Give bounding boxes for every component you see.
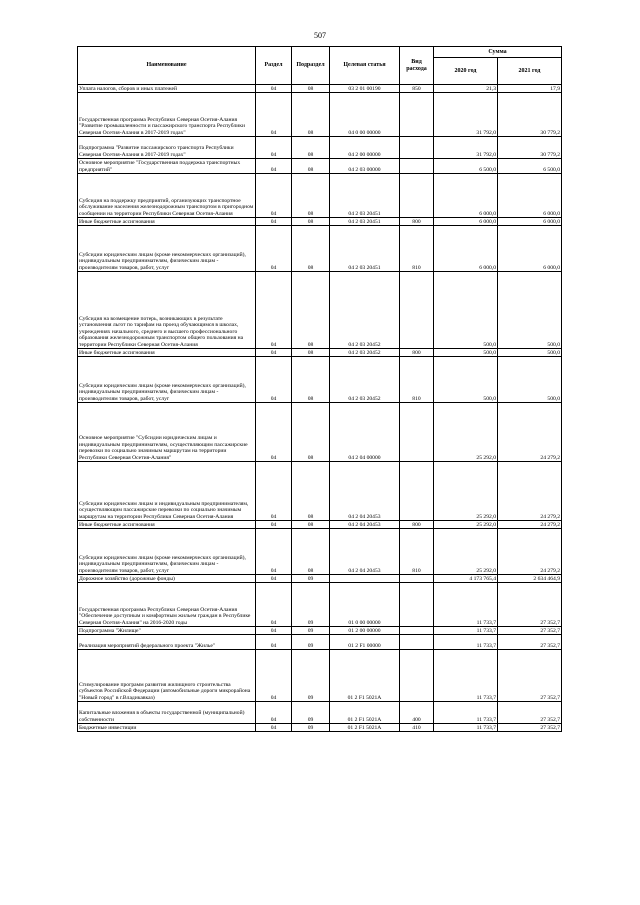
row-expense-type xyxy=(400,272,434,349)
row-sum-2021: 6 000,0 xyxy=(498,226,562,272)
row-sum-2020: 500,0 xyxy=(434,272,498,349)
header-expense-type: Вид расхода xyxy=(400,47,434,85)
row-name: Подпрограмма "Жилище" xyxy=(78,627,256,635)
row-target-item: 04 2 03 00000 xyxy=(330,159,400,174)
row-name: Иные бюджетные ассигнования xyxy=(78,349,256,357)
row-sum-2020: 6 500,0 xyxy=(434,159,498,174)
table-row xyxy=(78,85,562,93)
row-expense-type xyxy=(400,583,434,627)
row-section: 04 xyxy=(256,174,292,218)
header-target-item: Целевая статья xyxy=(330,47,400,85)
row-name: Дорожное хозяйство (дорожные фонды) xyxy=(78,575,256,583)
table-row xyxy=(78,226,562,272)
row-expense-type xyxy=(400,137,434,159)
row-sum-2021: 6 000,0 xyxy=(498,218,562,226)
row-section: 04 xyxy=(256,575,292,583)
table-row xyxy=(78,529,562,575)
row-target-item: 04 2 04 20453 xyxy=(330,521,400,529)
row-subsection: 08 xyxy=(292,218,330,226)
row-target-item: 04 2 04 20453 xyxy=(330,462,400,521)
row-section: 04 xyxy=(256,521,292,529)
row-subsection: 08 xyxy=(292,403,330,462)
row-target-item: 04 2 03 20451 xyxy=(330,226,400,272)
row-target-item: 04 2 03 20451 xyxy=(330,174,400,218)
row-expense-type xyxy=(400,575,434,583)
table-row xyxy=(78,159,562,174)
row-expense-type xyxy=(400,650,434,702)
row-expense-type xyxy=(400,635,434,650)
row-section: 04 xyxy=(256,85,292,93)
row-expense-type xyxy=(400,174,434,218)
row-section: 04 xyxy=(256,137,292,159)
row-sum-2020: 4 173 765,4 xyxy=(434,575,498,583)
row-sum-2020: 25 292,0 xyxy=(434,521,498,529)
row-sum-2021: 500,0 xyxy=(498,272,562,349)
row-section: 04 xyxy=(256,218,292,226)
row-name: Субсидия на поддержку предприятий, организующих транспортное обслуживание населения железнодорожным транспортом в пригородном сообщении на территории Республики Северная Осетия-Алания xyxy=(78,174,256,218)
row-subsection: 08 xyxy=(292,349,330,357)
row-expense-type: 400 xyxy=(400,702,434,724)
row-sum-2021: 30 779,2 xyxy=(498,137,562,159)
table-row xyxy=(78,357,562,403)
row-sum-2020: 25 292,0 xyxy=(434,529,498,575)
row-name: Реализация мероприятий федерального проекта "Жилье" xyxy=(78,635,256,650)
row-subsection: 09 xyxy=(292,724,330,732)
row-target-item: 04 0 00 00000 xyxy=(330,93,400,137)
row-subsection: 09 xyxy=(292,650,330,702)
header-year-2020: 2020 год xyxy=(434,58,498,85)
row-sum-2021: 24 279,2 xyxy=(498,521,562,529)
row-subsection: 08 xyxy=(292,226,330,272)
row-sum-2020: 6 000,0 xyxy=(434,218,498,226)
row-name: Государственная программа Республики Северная Осетия-Алания "Развитие промышленности и пассажирского транспорта Республики Северная Осетия-Алания в 2017-2019 годах" xyxy=(78,93,256,137)
row-target-item: 04 2 00 00000 xyxy=(330,137,400,159)
table-row xyxy=(78,583,562,627)
row-target-item: 01 2 F1 5021A xyxy=(330,650,400,702)
row-sum-2021: 27 352,7 xyxy=(498,650,562,702)
row-sum-2021: 27 352,7 xyxy=(498,627,562,635)
row-name: Капитальные вложения в объекты государственной (муниципальной) собственности xyxy=(78,702,256,724)
row-sum-2021: 2 634 464,9 xyxy=(498,575,562,583)
page-number: 507 xyxy=(314,31,326,40)
row-sum-2020: 21,3 xyxy=(434,85,498,93)
header-year-2021: 2021 год xyxy=(498,58,562,85)
row-subsection: 08 xyxy=(292,357,330,403)
row-name: Субсидии юридическим лицам и индивидуальным предпринимателям, осуществляющим пассажирские перевозки по социально значимым маршрутам на территории Республики Северная Осетия-Алания xyxy=(78,462,256,521)
row-subsection: 09 xyxy=(292,702,330,724)
row-name: Стимулирование программ развития жилищного строительства субъектов Российской Федерации (автомобильные дороги микрорайона "Новый город" в г.Владикавказ) xyxy=(78,650,256,702)
row-name: Основное мероприятие "Субсидии юридическим лицам и индивидуальным предпринимателям, осуществляющим пассажирские перевозки по социально значимым маршрутам на территории Республики Северная Осетия-Алания" xyxy=(78,403,256,462)
row-section: 04 xyxy=(256,702,292,724)
table-row xyxy=(78,403,562,462)
row-expense-type xyxy=(400,93,434,137)
row-expense-type: 410 xyxy=(400,724,434,732)
row-target-item: 01 2 00 00000 xyxy=(330,627,400,635)
row-expense-type: 800 xyxy=(400,349,434,357)
row-subsection: 08 xyxy=(292,174,330,218)
row-section: 04 xyxy=(256,627,292,635)
row-sum-2020: 11 733,7 xyxy=(434,702,498,724)
header-name: Наименование xyxy=(78,47,256,85)
row-sum-2020: 500,0 xyxy=(434,357,498,403)
row-expense-type: 810 xyxy=(400,529,434,575)
header-sum: Сумма xyxy=(434,47,562,58)
row-target-item: 04 2 03 20452 xyxy=(330,357,400,403)
row-sum-2020: 31 792,0 xyxy=(434,93,498,137)
row-target-item: 04 2 04 00000 xyxy=(330,403,400,462)
row-section: 04 xyxy=(256,272,292,349)
table-row xyxy=(78,702,562,724)
row-sum-2020: 6 000,0 xyxy=(434,226,498,272)
row-sum-2020: 11 733,7 xyxy=(434,635,498,650)
row-subsection: 08 xyxy=(292,521,330,529)
row-sum-2021: 500,0 xyxy=(498,349,562,357)
row-subsection: 08 xyxy=(292,137,330,159)
row-sum-2020: 500,0 xyxy=(434,349,498,357)
row-sum-2021: 500,0 xyxy=(498,357,562,403)
row-section: 04 xyxy=(256,93,292,137)
row-section: 04 xyxy=(256,529,292,575)
table-row xyxy=(78,349,562,357)
row-sum-2021: 17,9 xyxy=(498,85,562,93)
row-target-item: 04 2 03 20452 xyxy=(330,272,400,349)
table-row xyxy=(78,462,562,521)
row-section: 04 xyxy=(256,635,292,650)
row-section: 04 xyxy=(256,724,292,732)
table-row xyxy=(78,575,562,583)
row-expense-type: 800 xyxy=(400,218,434,226)
row-sum-2021: 27 352,7 xyxy=(498,702,562,724)
row-subsection: 08 xyxy=(292,85,330,93)
row-sum-2021: 24 279,2 xyxy=(498,462,562,521)
row-target-item: 04 2 03 20451 xyxy=(330,218,400,226)
row-section: 04 xyxy=(256,462,292,521)
row-name: Иные бюджетные ассигнования xyxy=(78,218,256,226)
row-expense-type: 850 xyxy=(400,85,434,93)
row-subsection: 09 xyxy=(292,627,330,635)
row-expense-type xyxy=(400,159,434,174)
row-expense-type: 800 xyxy=(400,521,434,529)
row-expense-type: 810 xyxy=(400,357,434,403)
row-sum-2020: 31 792,0 xyxy=(434,137,498,159)
table-row xyxy=(78,627,562,635)
row-target-item: 04 2 03 20452 xyxy=(330,349,400,357)
row-target-item: 01 0 00 00000 xyxy=(330,583,400,627)
row-sum-2021: 24 279,2 xyxy=(498,529,562,575)
table-row xyxy=(78,724,562,732)
row-sum-2020: 25 292,0 xyxy=(434,462,498,521)
row-sum-2021: 27 352,7 xyxy=(498,724,562,732)
row-section: 04 xyxy=(256,159,292,174)
row-target-item: 03 2 01 00190 xyxy=(330,85,400,93)
row-name: Иные бюджетные ассигнования xyxy=(78,521,256,529)
row-name: Подпрограмма "Развитие пассажирского транспорта Республики Северная Осетия-Алания в 2017-2019 годах" xyxy=(78,137,256,159)
row-subsection: 08 xyxy=(292,93,330,137)
table-row xyxy=(78,650,562,702)
row-name: Субсидия на возмещение потерь, возникающих в результате установления льгот по тарифам на проезд обучающимся в школах, учреждениях начального, среднего и высшего профессионального образования железнодорожным транспортом общего пользования на территории Республики Северная Осетия-Алания xyxy=(78,272,256,349)
row-section: 04 xyxy=(256,403,292,462)
row-sum-2020: 11 733,7 xyxy=(434,627,498,635)
row-name: Уплата налогов, сборов и иных платежей xyxy=(78,85,256,93)
row-subsection: 09 xyxy=(292,583,330,627)
row-sum-2021: 27 352,7 xyxy=(498,635,562,650)
row-sum-2020: 11 733,7 xyxy=(434,650,498,702)
budget-table xyxy=(77,46,562,732)
row-section: 04 xyxy=(256,357,292,403)
row-expense-type xyxy=(400,627,434,635)
row-expense-type: 810 xyxy=(400,226,434,272)
row-sum-2021: 6 000,0 xyxy=(498,174,562,218)
row-name: Субсидии юридическим лицам (кроме некоммерческих организаций), индивидуальным предпринимателям, физическим лицам - производителям товаров, работ, услуг xyxy=(78,226,256,272)
row-sum-2020: 25 292,0 xyxy=(434,403,498,462)
header-section: Раздел xyxy=(256,47,292,85)
row-subsection: 09 xyxy=(292,575,330,583)
row-target-item xyxy=(330,575,400,583)
row-target-item: 01 2 F1 5021A xyxy=(330,724,400,732)
table-row xyxy=(78,272,562,349)
row-sum-2020: 6 000,0 xyxy=(434,174,498,218)
row-target-item: 04 2 04 20453 xyxy=(330,529,400,575)
row-name: Государственная программа Республики Северная Осетия-Алания "Обеспечение доступным и комфортным жильем граждан в Республике Северная Осетия-Алания" на 2016-2020 годы xyxy=(78,583,256,627)
row-sum-2020: 11 733,7 xyxy=(434,724,498,732)
table-row xyxy=(78,635,562,650)
row-subsection: 09 xyxy=(292,635,330,650)
row-sum-2020: 11 733,7 xyxy=(434,583,498,627)
row-section: 04 xyxy=(256,583,292,627)
table-row xyxy=(78,174,562,218)
row-section: 04 xyxy=(256,349,292,357)
row-subsection: 08 xyxy=(292,272,330,349)
row-subsection: 08 xyxy=(292,462,330,521)
row-sum-2021: 24 279,2 xyxy=(498,403,562,462)
table-row xyxy=(78,137,562,159)
row-expense-type xyxy=(400,462,434,521)
row-name: Бюджетные инвестиции xyxy=(78,724,256,732)
row-sum-2021: 27 352,7 xyxy=(498,583,562,627)
row-name: Субсидии юридическим лицам (кроме некоммерческих организаций), индивидуальным предпринимателям, физическим лицам - производителям товаров, работ, услуг xyxy=(78,529,256,575)
row-sum-2021: 6 500,0 xyxy=(498,159,562,174)
row-sum-2021: 30 779,2 xyxy=(498,93,562,137)
row-section: 04 xyxy=(256,226,292,272)
row-expense-type xyxy=(400,403,434,462)
row-subsection: 08 xyxy=(292,529,330,575)
table-row xyxy=(78,521,562,529)
row-subsection: 08 xyxy=(292,159,330,174)
row-name: Субсидии юридическим лицам (кроме некоммерческих организаций), индивидуальным предпринимателям, физическим лицам - производителям товаров, работ, услуг xyxy=(78,357,256,403)
row-target-item: 01 2 F1 00000 xyxy=(330,635,400,650)
header-subsection: Подраздел xyxy=(292,47,330,85)
table-row xyxy=(78,218,562,226)
table-row xyxy=(78,93,562,137)
row-target-item: 01 2 F1 5021A xyxy=(330,702,400,724)
row-section: 04 xyxy=(256,650,292,702)
row-name: Основное мероприятие "Государственная поддержка транспортных предприятий" xyxy=(78,159,256,174)
